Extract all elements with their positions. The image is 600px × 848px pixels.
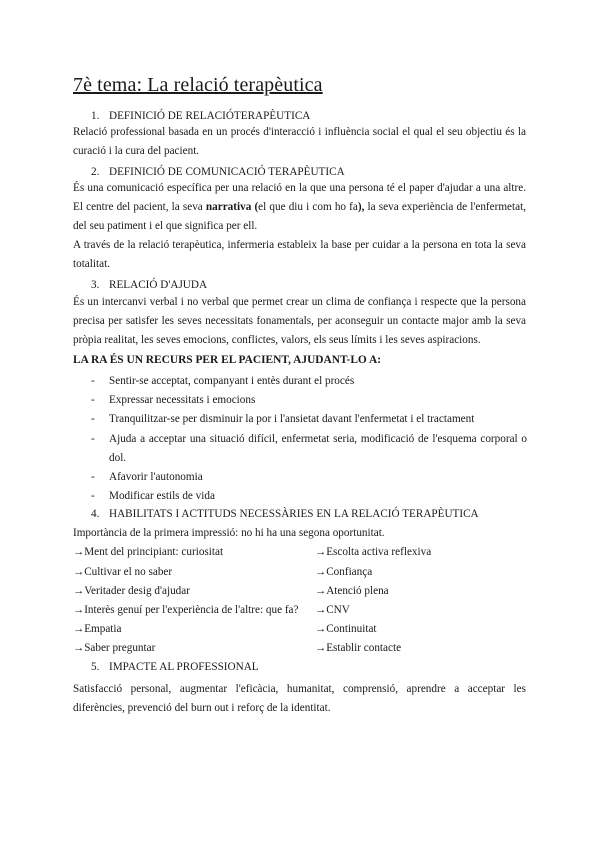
text-run: la seva experiència de l'enfermetat, del seu patiment i el que significa per ell. <box>73 201 526 232</box>
bullet-dash: - <box>91 394 95 406</box>
bullet-dash: - <box>91 375 95 387</box>
section-heading-5 <box>91 661 259 673</box>
section-title: RELACIÓ D'AJUDA <box>109 279 208 291</box>
list-item <box>91 468 527 487</box>
list-item-text: Sentir-se acceptat, companyant i entès durant el procés <box>109 375 355 387</box>
bullet-dash: - <box>91 471 95 483</box>
list-item-text: Afavorir l'autonomia <box>109 471 203 483</box>
section-number: 3. <box>91 279 100 291</box>
attitude-item-left: →Saber preguntar <box>73 642 156 654</box>
attitude-item-left: →Ment del principiant: curiositat <box>73 546 224 558</box>
section-title: DEFINICIÓ DE COMUNICACIÓ TERAPÈUTICA <box>109 166 345 178</box>
section-heading-4 <box>91 508 479 520</box>
attitude-item-right: →Atenció plena <box>315 585 389 597</box>
section-3-paragraph: És un intercanvi verbal i no verbal que permet crear un clima de confiança i respecte que la persona precisa per satisfer les seves necessitats fonamentals, per aconseguir un contacte major amb la seva pròpia realitat, les seves emocions, conflictes, valors, els seus límits i les seves aspiracions. <box>73 296 526 346</box>
section-2-paragraph-2: A través de la relació terapèutica, infermeria estableix la base per cuidar a la persona en tota la seva totalitat. <box>73 239 526 270</box>
section-heading-1 <box>91 110 310 122</box>
attitude-item-left: →Cultivar el no saber <box>73 566 173 578</box>
list-item-text: Tranquilitzar-se per disminuir la por i l'ansietat davant l'enfermetat i el tractament <box>109 413 475 425</box>
section-heading-3 <box>91 279 207 291</box>
list-item <box>91 410 527 429</box>
section-5-paragraph: Satisfacció personal, augmentar l'eficàcia, humanitat, comprensió, aprendre a acceptar les diferències, prevenció del burn out i reforç de la identitat. <box>73 683 526 714</box>
section-3-caps-heading: LA RA ÉS UN RECURS PER EL PACIENT, AJUDANT-LO A: <box>73 354 382 366</box>
text-run: És una comunicació específica per una relació en la que una persona té el paper d'ajudar a una altre. El centre del pacient, la seva <box>73 182 526 213</box>
attitude-item-left: →Veritader desig d'ajudar <box>73 585 190 597</box>
page-title: 7è tema: La relació terapèutica <box>73 74 323 96</box>
section-title: HABILITATS I ACTITUDS NECESSÀRIES EN LA RELACIÓ TERAPÈUTICA <box>109 508 479 520</box>
attitude-item-right: →Continuitat <box>315 623 377 635</box>
bold-run: narrativa ( <box>205 201 259 213</box>
bullet-dash: - <box>91 490 95 502</box>
list-item-text: Modificar estils de vida <box>109 490 215 502</box>
attitude-item-right: →CNV <box>315 604 350 616</box>
attitude-item-right: →Establir contacte <box>315 642 402 654</box>
list-item <box>91 487 527 506</box>
bullet-dash: - <box>91 413 95 425</box>
section-number: 1. <box>91 110 100 122</box>
attitude-item-right: →Escolta activa reflexiva <box>315 546 432 558</box>
section-title: IMPACTE AL PROFESSIONAL <box>109 661 259 673</box>
section-heading-2 <box>91 166 345 178</box>
section-2-paragraph-1 <box>73 179 526 236</box>
section-number: 4. <box>91 508 100 520</box>
attitude-item-left: →Interès genuí per l'experiència de l'altre: que fa? <box>73 604 299 616</box>
attitude-item-left: →Empatia <box>73 623 122 635</box>
list-item <box>91 430 527 468</box>
section-number: 2. <box>91 166 100 178</box>
section-4-intro: Importància de la primera impressió: no hi ha una segona oportunitat. <box>73 527 385 539</box>
list-item <box>91 391 527 410</box>
section-title: DEFINICIÓ DE RELACIÓTERAPÈUTICA <box>109 110 311 122</box>
section-number: 5. <box>91 661 100 673</box>
list-item-text: Ajuda a acceptar una situació difícil, enfermetat seria, modificació de l'esquema corporal o dol. <box>109 433 527 464</box>
list-item <box>91 372 527 391</box>
bullet-dash: - <box>91 433 95 445</box>
bold-run: ), <box>357 201 365 213</box>
section-1-paragraph: Relació professional basada en un procés d'interacció i influència social el qual el seu objectiu és la curació i la cura del pacient. <box>73 126 526 157</box>
text-run: el que diu i com ho fa <box>258 201 358 213</box>
attitude-item-right: →Confiança <box>315 566 373 578</box>
list-item-text: Expressar necessitats i emocions <box>109 394 256 406</box>
